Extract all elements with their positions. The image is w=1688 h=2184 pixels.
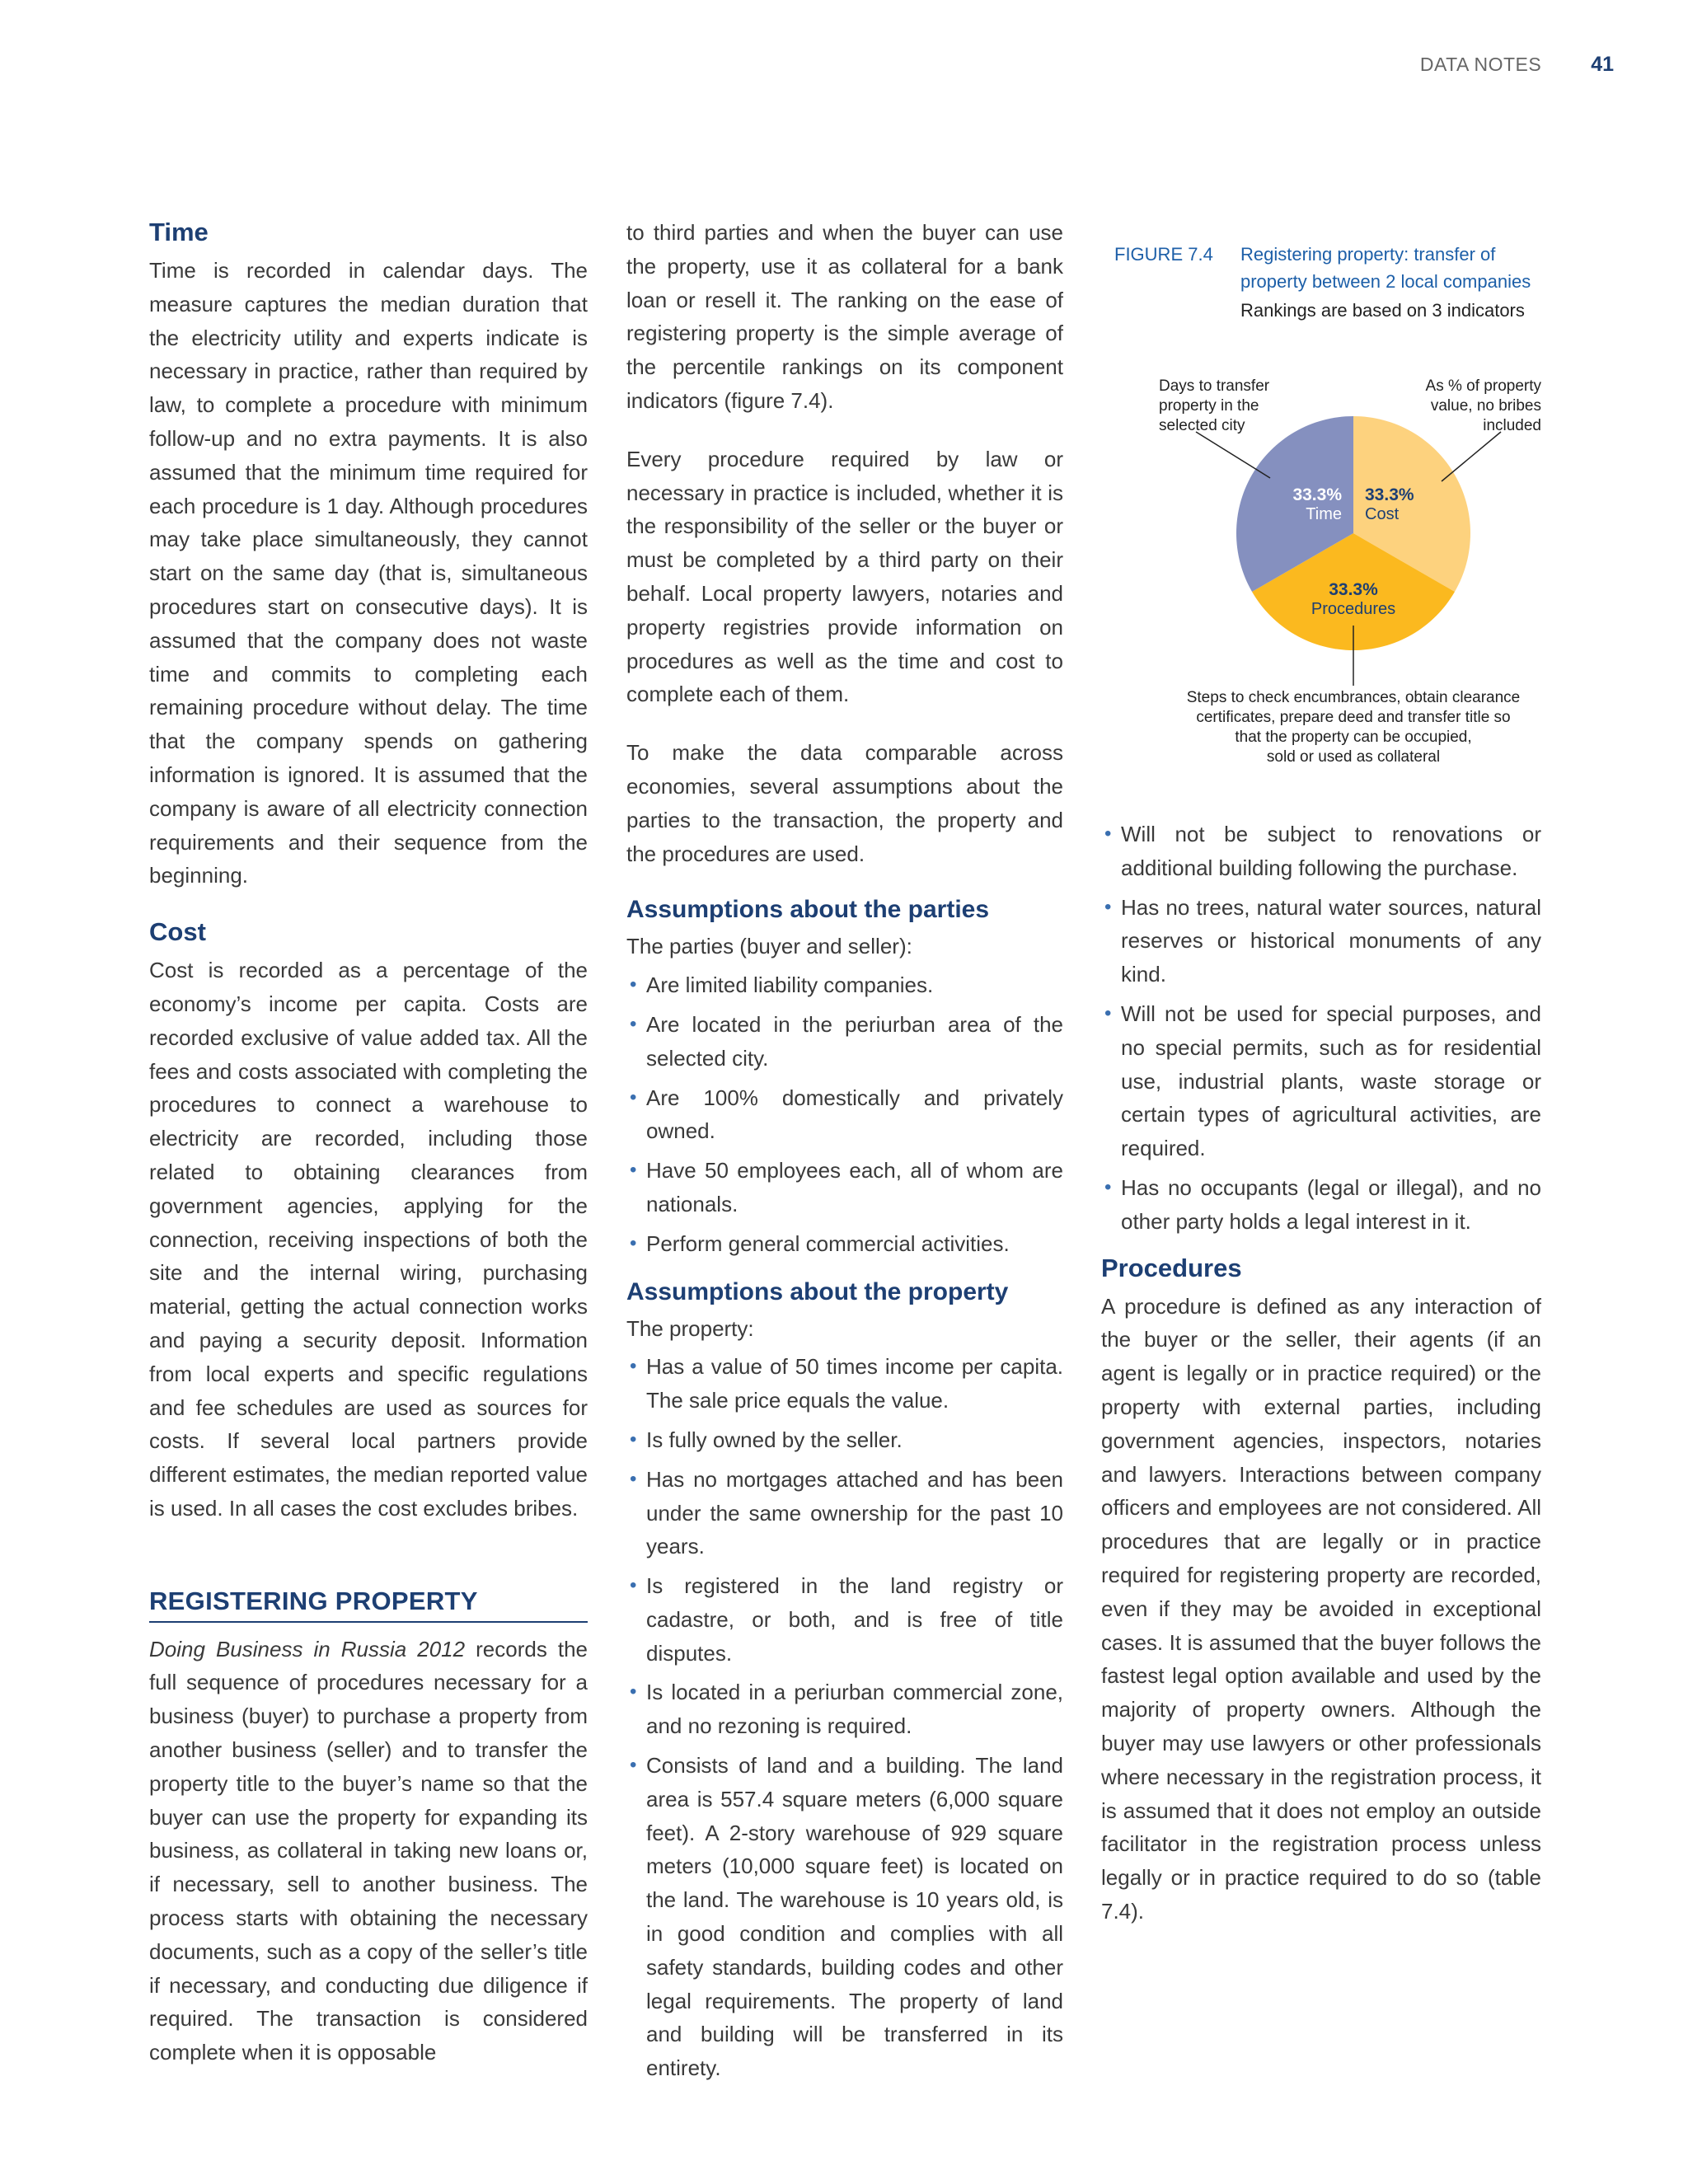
column-3 <box>1101 216 1541 1929</box>
list-item: • Have 50 employees each, all of whom are nationals. <box>626 1154 1063 1221</box>
pie-name-label-procedures: Procedures <box>1311 600 1396 618</box>
report-title: Doing Business in Russia 2012 <box>149 1636 466 1661</box>
page-number: 41 <box>1591 53 1614 76</box>
leader-line-time <box>1196 432 1270 478</box>
cost-paragraph: Cost is recorded as a percentage of the economy’s income per capita. Costs are recorded exclusive of value added tax. All the fees and costs associated with completing the procedures to connect a warehouse to electricity are recorded, including those related to obtaining clearances from government agencies, applying for the connection, receiving inspections of both the site and the internal wiring, purchasing material, getting the actual connection works and paying a security deposit. Information from local experts and specific regulations and fee schedules are used as sources for costs. If several local partners provide different estimates, the median reported value is used. In all cases the cost excludes bribes. <box>149 958 588 1521</box>
figure-number: FIGURE 7.4 <box>1114 244 1213 265</box>
list-item: • Has no trees, natural water sources, natural reserves or historical monuments of any kind. <box>1101 891 1541 991</box>
comparable-paragraph: To make the data comparable across economies, several assumptions about the parties to the transaction, the property and the procedures are used. <box>626 740 1063 866</box>
parties-heading: Assumptions about the parties <box>626 896 990 924</box>
list-item: • Has a value of 50 times income per capita. The sale price equals the value. <box>626 1350 1063 1418</box>
pie-name-label-cost: Cost <box>1365 505 1400 523</box>
annotation-cost-line: included <box>1483 417 1541 434</box>
annotation-time-line: property in the <box>1159 397 1259 415</box>
annotation-procedures-line: Steps to check encumbrances, obtain clearance <box>1186 689 1521 706</box>
annotation-cost-line: As % of property <box>1425 377 1541 395</box>
list-item: • Is registered in the land registry or cadastre, or both, and is free of title disputes. <box>626 1569 1063 1670</box>
leader-line-cost <box>1442 432 1501 481</box>
annotation-time-line: Days to transfer <box>1159 377 1270 395</box>
list-item: • Are 100% domestically and privately owned. <box>626 1081 1063 1149</box>
property-list-continued <box>1101 818 1541 1239</box>
list-item: • Perform general commercial activities. <box>626 1227 1063 1261</box>
parties-list <box>626 968 1063 1260</box>
property-intro: The property: <box>626 1315 754 1341</box>
registering-property-heading: REGISTERING PROPERTY <box>149 1585 588 1623</box>
time-heading: Time <box>149 218 209 246</box>
registering-paragraph <box>149 1633 588 2069</box>
pie-name-label-time: Time <box>1306 505 1342 523</box>
list-item: • Has no occupants (legal or illegal), and no other party holds a legal interest in it. <box>1101 1171 1541 1239</box>
property-heading: Assumptions about the property <box>626 1277 1009 1305</box>
parties-intro: The parties (buyer and seller): <box>626 934 912 959</box>
figure-subtitle: Rankings are based on 3 indicators <box>1240 300 1525 321</box>
property-list <box>626 1350 1063 2085</box>
list-item: • Are limited liability companies. <box>626 968 1063 1002</box>
every-procedure-paragraph: Every procedure required by law or necessary in practice is included, whether it is the responsibility of the seller or the buyer or must be completed by a third party on their behalf. Local property lawyers, notaries and property registries provide information on procedures as well as the time and cost to complete each of them. <box>626 446 1063 707</box>
annotation-cost-line: value, no bribes <box>1430 397 1541 415</box>
page-header <box>1420 53 1614 77</box>
annotation-time-line: selected city <box>1159 417 1245 434</box>
time-paragraph: Time is recorded in calendar days. The measure captures the median duration that the electricity utility and experts indicate is necessary in practice, rather than required by law, to complete a procedure with minimum follow-up and no extra payments. It is also assumed that the minimum time required for each procedure is 1 day. Although procedures may take place simultaneously, they cannot start on the same day (that is, simultaneous procedures start on consecutive days). It is assumed that the company does not waste time and commits to completing each remaining procedure without delay. The time that the company spends on gathering information is ignored. It is assumed that the company is aware of all electricity connection requirements and their sequence from the beginning. <box>149 258 588 888</box>
annotation-procedures-line: certificates, prepare deed and transfer title so <box>1196 709 1511 726</box>
column-1 <box>149 216 588 2069</box>
list-item: • Will not be subject to renovations or additional building following the purchase. <box>1101 818 1541 885</box>
figure-7-4 <box>1101 216 1541 818</box>
procedures-paragraph: A procedure is defined as any interaction of the buyer or the seller, their agents (if an agent is legally or in practice required) or the property with external parties, including government agencies, inspectors, notaries and lawyers. Interactions between company officers and employees are not considered. All procedures that are legally or in practice required for registering property are recorded, even if they may be avoided in exceptional cases. It is assumed that the buyer follows the fastest legal option available and used by the majority of property owners. Although the buyer may use lawyers or other professionals where necessary in the registration process, it is assumed that it does not employ an outside facilitator in the registration process unless legally or in practice required to do so (table 7.4). <box>1101 1293 1541 1924</box>
pie-pct-label-time: 33.3% <box>1292 485 1342 504</box>
registering-text: records the full sequence of procedures necessary for a business (buyer) to purchase a property from another business (seller) and to transfer the property title to the buyer’s name so that the buyer can use the property for expanding its business, as collateral in taking new loans or, if necessary, sell to another business. The process starts with obtaining the necessary documents, such as a copy of the seller’s title if necessary, and conducting due diligence if required. The transaction is considered complete when it is opposable <box>149 1636 588 2065</box>
annotation-procedures-line: sold or used as collateral <box>1266 748 1441 766</box>
pie-chart <box>1101 216 1541 818</box>
running-head: DATA NOTES <box>1419 54 1542 75</box>
list-item: • Consists of land and a building. The land area is 557.4 square meters (6,000 square feet). A 2-story warehouse of 929 square meters (10,000 square feet) is located on the land. The warehouse is 10 years old, is in good condition and complies with all safety standards, building codes and other legal requirements. The property of land and building will be transferred in its entirety. <box>626 1749 1063 2085</box>
figure-title: Registering property: transfer of property between 2 local companies <box>1240 244 1531 292</box>
column-2 <box>626 216 1063 2091</box>
procedures-heading: Procedures <box>1101 1253 1242 1282</box>
annotation-procedures-line: that the property can be occupied, <box>1235 729 1472 746</box>
list-item: • Will not be used for special purposes, and no special permits, such as for residential use, industrial plants, waste storage or certain types of agricultural activities, are required. <box>1101 997 1541 1165</box>
pie-pct-label-cost: 33.3% <box>1365 485 1414 504</box>
list-item: • Has no mortgages attached and has been under the same ownership for the past 10 years. <box>626 1463 1063 1563</box>
list-item: • Are located in the periurban area of the selected city. <box>626 1008 1063 1076</box>
list-item: • Is located in a periurban commercial zone, and no rezoning is required. <box>626 1675 1063 1743</box>
intro-paragraph: to third parties and when the buyer can use the property, use it as collateral for a bank loan or resell it. The ranking on the ease of registering property is the simple average of the percentile rankings on its component indicators (figure 7.4). <box>626 220 1063 413</box>
pie-pct-label-procedures: 33.3% <box>1329 580 1378 599</box>
list-item: • Is fully owned by the seller. <box>626 1423 1063 1457</box>
cost-heading: Cost <box>149 917 206 947</box>
